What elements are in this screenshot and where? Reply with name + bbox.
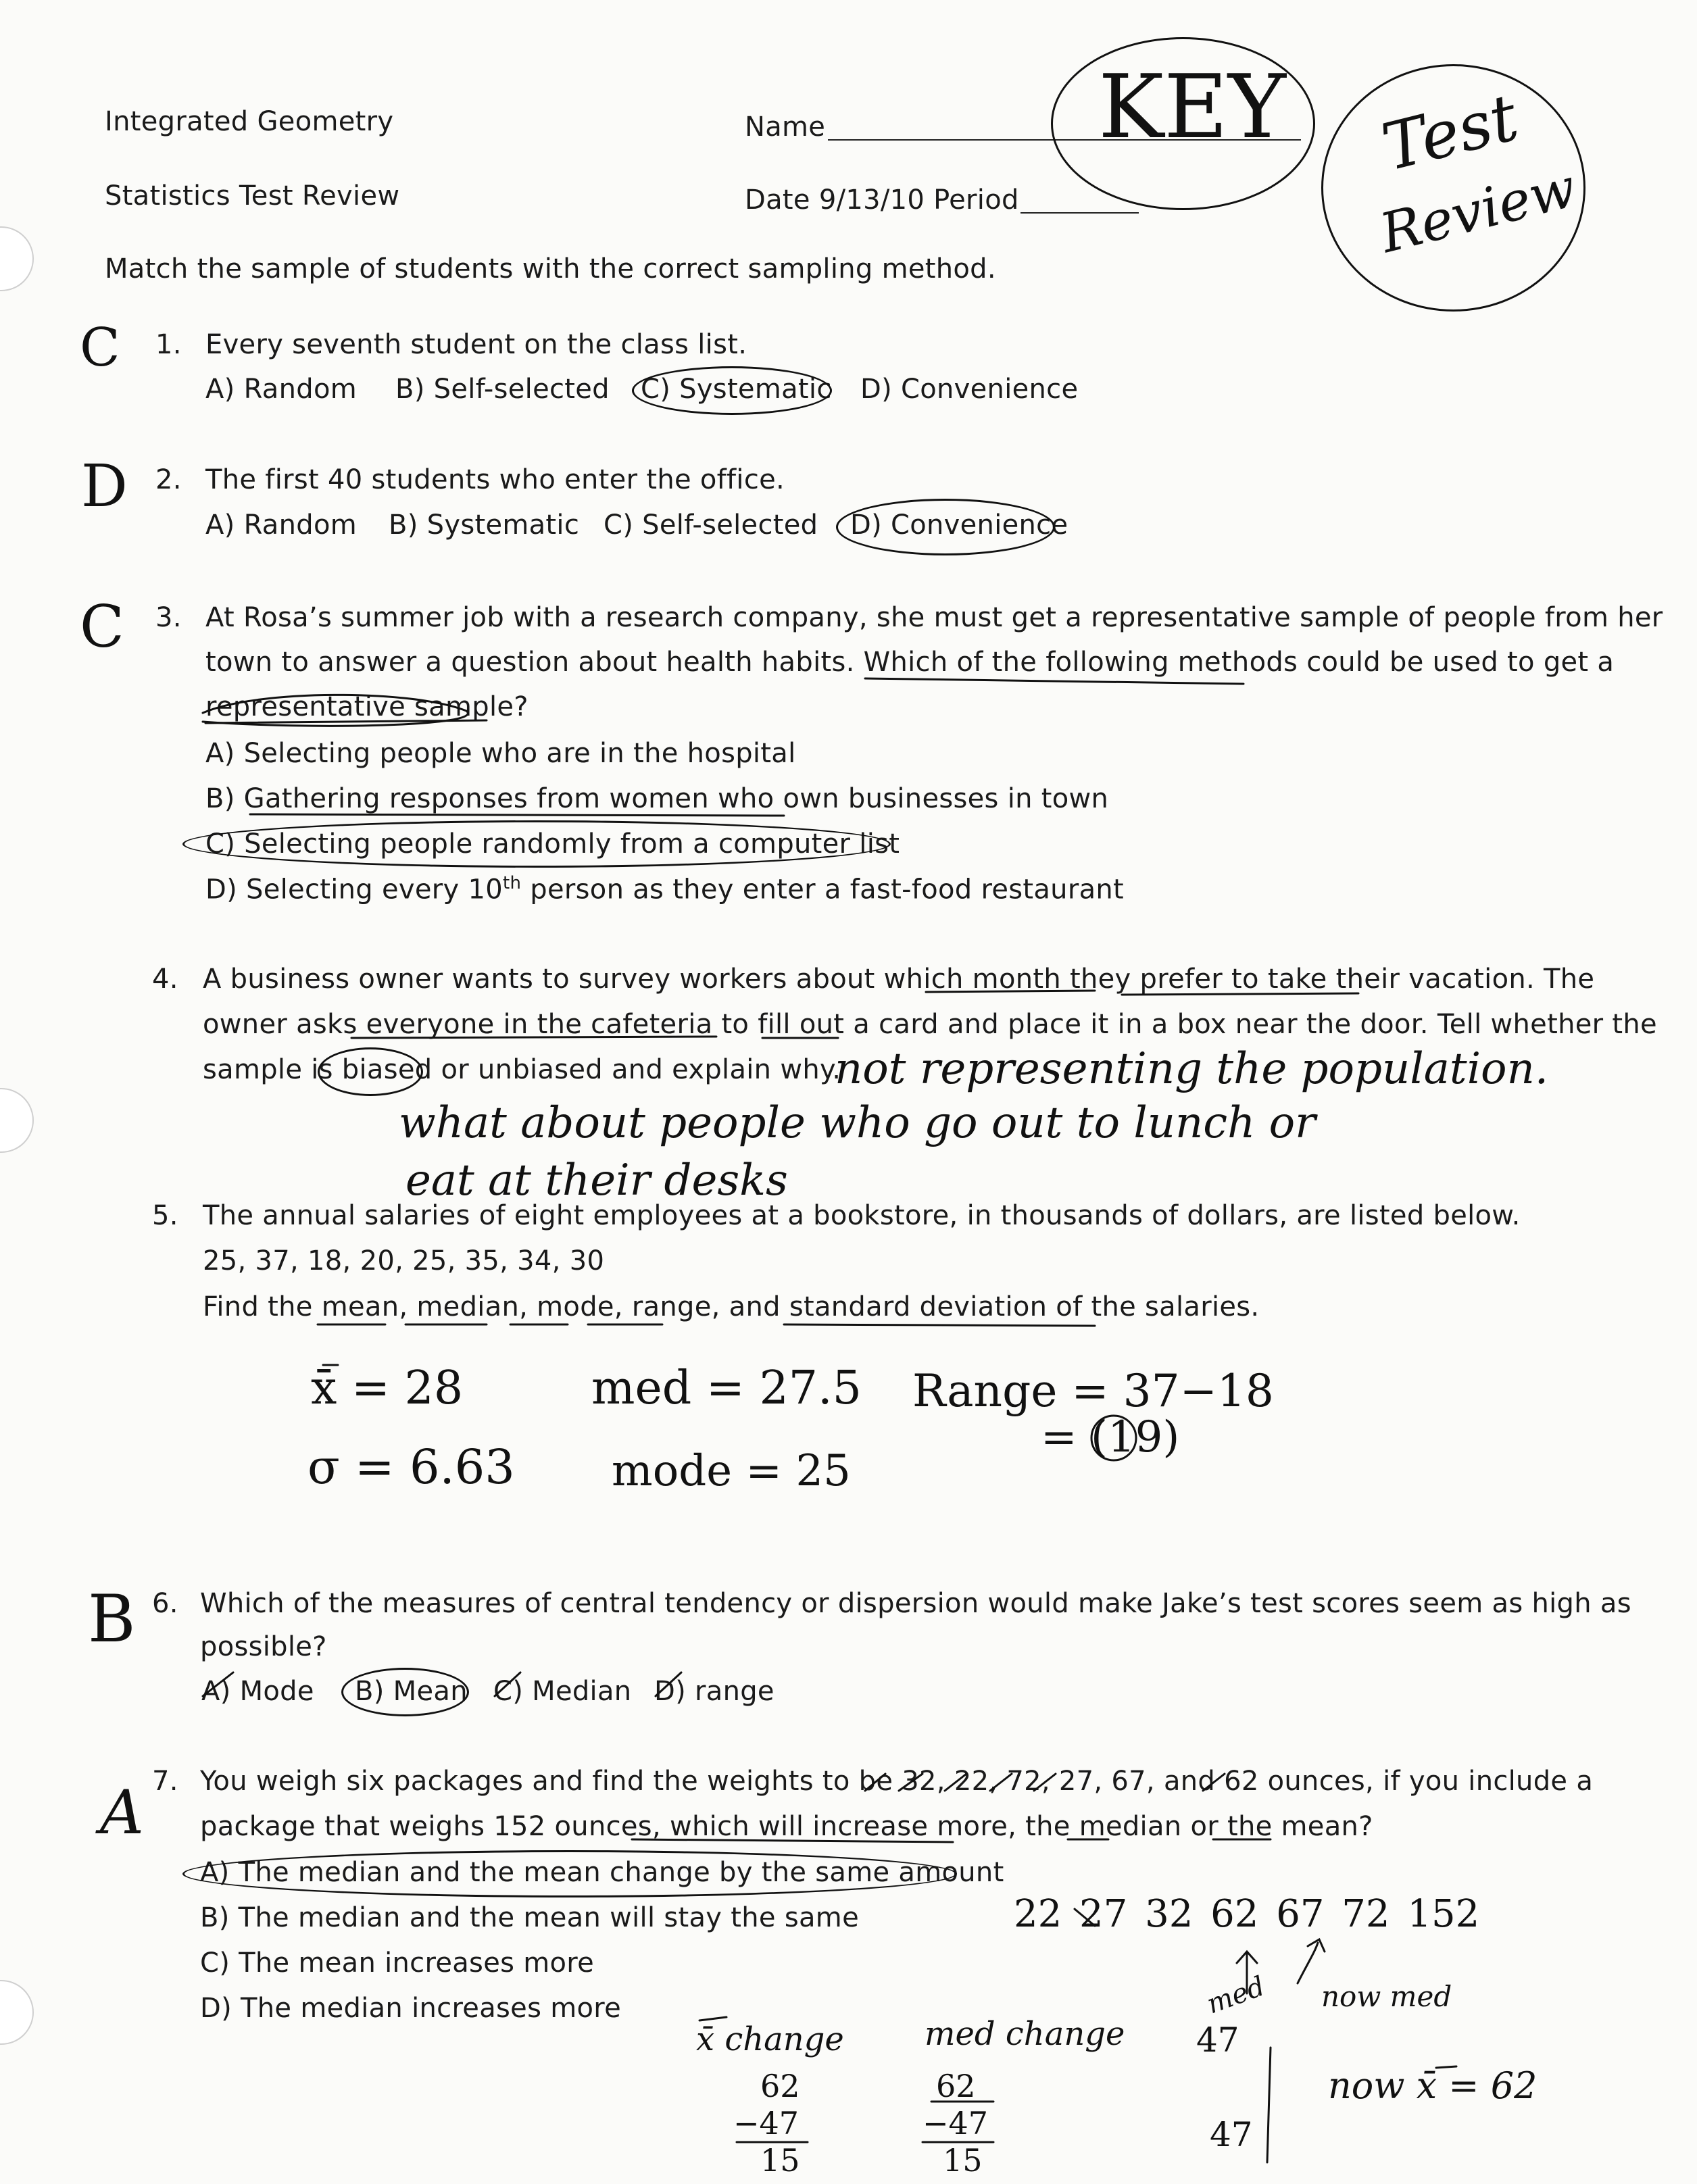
q7-strike-67: [1034, 1774, 1056, 1791]
test-subtitle: Statistics Test Review: [105, 180, 400, 212]
q3-option-c: C) Selecting people randomly from a computer list: [205, 828, 900, 860]
q7-mean-calc-3: 15: [760, 2142, 800, 2179]
q7-now-mean: now x̄ = 62: [1328, 2064, 1538, 2107]
q7-now-med: now med: [1321, 1980, 1452, 2013]
q3-answer-mark: C: [80, 593, 124, 661]
q1-text: Every seventh student on the class list.: [205, 329, 747, 360]
q7-option-b: B) The median and the mean will stay the same: [200, 1902, 859, 1933]
q3-number: 3.: [155, 602, 182, 633]
q7-answer-mark: A: [100, 1777, 144, 1848]
q3-option-d-sup: th: [503, 873, 522, 893]
q7-now-xbar: [1436, 2066, 1456, 2068]
q7-med-calc-2: −47: [923, 2105, 989, 2141]
q5-line-1: The annual salaries of eight employees at a bookstore, in thousands of dollars, are listed below.: [203, 1200, 1521, 1231]
q4-underline-vacation: [1122, 993, 1358, 995]
q7-strike-32b: [1075, 1909, 1095, 1926]
q3-line-3: representative sample?: [205, 691, 528, 722]
q5-mode: mode = 25: [612, 1446, 851, 1496]
q5-mean: x̄ = 28: [311, 1362, 464, 1415]
q5-underline-sd: [784, 1324, 1095, 1326]
q6-answer-mark: B: [88, 1581, 136, 1657]
q4-answer-line-1: not representing the population.: [835, 1044, 1549, 1094]
q5-range: Range = 37−18: [912, 1365, 1274, 1417]
q7-mean-change-label: x̄ change: [696, 2020, 844, 2058]
instructions: Match the sample of students with the correct sampling method.: [105, 253, 996, 284]
q7-strike-62: [1203, 1774, 1225, 1791]
q4-number: 4.: [152, 964, 178, 995]
q7-sorted-values: 22 27 32 62 67 72 152: [1014, 1892, 1480, 1936]
q7-med-calc-1: 62: [936, 2068, 976, 2104]
q7-med-label: med: [1202, 1970, 1269, 2020]
q7-option-d: D) The median increases more: [200, 1993, 622, 2024]
q7-arrow-curve: [1298, 1939, 1325, 1983]
q3-option-a: A) Selecting people who are in the hospital: [205, 738, 796, 769]
q5-line-3: Find the mean, median, mode, range, and standard deviation of the salaries.: [203, 1291, 1260, 1322]
q1-answer-mark: C: [80, 318, 120, 378]
review-stamp-line-2: Review: [1374, 155, 1583, 266]
q2-text: The first 40 students who enter the office.: [205, 464, 785, 495]
q7-strike-22: [899, 1774, 923, 1791]
q2-option-b: B) Systematic: [389, 510, 580, 541]
q5-range-result: = (19): [1041, 1412, 1180, 1462]
q7-med-change-label: med change: [925, 2015, 1125, 2053]
q3-line-2: town to answer a question about health habits. Which of the following methods could be used to get a: [205, 647, 1615, 678]
q6-option-b: B) Mean: [355, 1676, 468, 1707]
q4-underline-everyone: [351, 1037, 716, 1038]
q7-strike-32: [865, 1774, 885, 1791]
q3-line-1: At Rosa’s summer job with a research company, she must get a representative sample of people from her: [205, 602, 1663, 633]
q2-option-a: A) Random: [205, 510, 357, 541]
q7-strike-27: [990, 1774, 1012, 1791]
q2-option-d: D) Convenience: [850, 510, 1068, 541]
q6-number: 6.: [152, 1588, 178, 1619]
q6-option-d: D) range: [654, 1676, 774, 1707]
q6-line-1: Which of the measures of central tendency or dispersion would make Jake’s test scores seem as high as: [200, 1588, 1631, 1619]
q6-strike-c: [495, 1672, 520, 1696]
q7-xbar-bar: [699, 2017, 727, 2020]
q7-line-2: package that weighs 152 ounces, which will increase more, the median or the mean?: [200, 1811, 1373, 1842]
course-title: Integrated Geometry: [105, 106, 394, 137]
q7-option-a: A) The median and the mean change by the same amount: [200, 1857, 1004, 1888]
q7-arrow-up: [1237, 1952, 1257, 1993]
q7-option-c: C) The mean increases more: [200, 1947, 595, 1979]
q4-line-3: sample is biased or unbiased and explain why.: [203, 1054, 841, 1085]
name-label: Name: [745, 111, 826, 143]
q7-strike-72: [945, 1774, 966, 1791]
q7-number: 7.: [152, 1766, 178, 1797]
q3-underline-gathering: [250, 814, 784, 816]
q2-option-c: C) Self-selected: [604, 510, 818, 541]
q6-strike-d: [656, 1672, 681, 1696]
review-stamp-line-1: Test: [1375, 79, 1525, 186]
q4-underline-month: [926, 991, 1095, 992]
q3-option-d-text: D) Selecting every 10: [205, 874, 503, 905]
q5-median: med = 27.5: [591, 1362, 862, 1415]
q1-option-c: C) Systematic: [641, 374, 832, 405]
q7-mean-calc-2: −47: [733, 2105, 800, 2141]
q4-line-1: A business owner wants to survey workers about which month they prefer to take their vacation. The: [203, 964, 1595, 995]
q6-option-a: A) Mode: [201, 1676, 314, 1707]
q7-med-calc-3: 15: [943, 2142, 983, 2179]
key-stamp: KEY: [1098, 55, 1286, 158]
q2-number: 2.: [155, 464, 182, 495]
q1-number: 1.: [155, 329, 182, 360]
q4-answer-line-2: what about people who go out to lunch or: [399, 1098, 1316, 1148]
q5-data: 25, 37, 18, 20, 25, 35, 34, 30: [203, 1245, 605, 1276]
q3-option-b: B) Gathering responses from women who own businesses in town: [205, 783, 1109, 814]
q5-number: 5.: [152, 1200, 178, 1231]
q5-range-circle: [1091, 1416, 1136, 1460]
q7-underline-increase: [632, 1839, 953, 1842]
q7-divider: [1267, 2048, 1271, 2162]
q2-answer-mark: D: [81, 453, 128, 520]
q6-option-c: C) Median: [493, 1676, 632, 1707]
q3-option-d-rest: person as they enter a fast-food restaurant: [521, 874, 1125, 905]
q4-answer-line-3: eat at their desks: [405, 1156, 788, 1206]
q1-option-d: D) Convenience: [860, 374, 1079, 405]
date-period-label: Date 9/13/10 Period: [745, 184, 1019, 216]
q3-underline-methods: [865, 678, 1244, 684]
q6-strike-a: [203, 1672, 233, 1696]
q7-line-1: You weigh six packages and find the weights to be 32, 22, 72, 27, 67, and 62 ounces, if you include a: [200, 1766, 1594, 1797]
q7-med-value: 47: [1196, 2020, 1239, 2060]
q1-option-b: B) Self-selected: [395, 374, 610, 405]
q6-line-2: possible?: [200, 1631, 327, 1662]
q4-line-2: owner asks everyone in the cafeteria to fill out a card and place it in a box near the door. Tell whether the: [203, 1009, 1657, 1040]
q7-med-value-2: 47: [1210, 2115, 1253, 2154]
q7-mean-calc-1: 62: [760, 2068, 800, 2104]
q5-standard-deviation: σ = 6.63: [308, 1439, 515, 1495]
q1-option-a: A) Random: [205, 374, 357, 405]
